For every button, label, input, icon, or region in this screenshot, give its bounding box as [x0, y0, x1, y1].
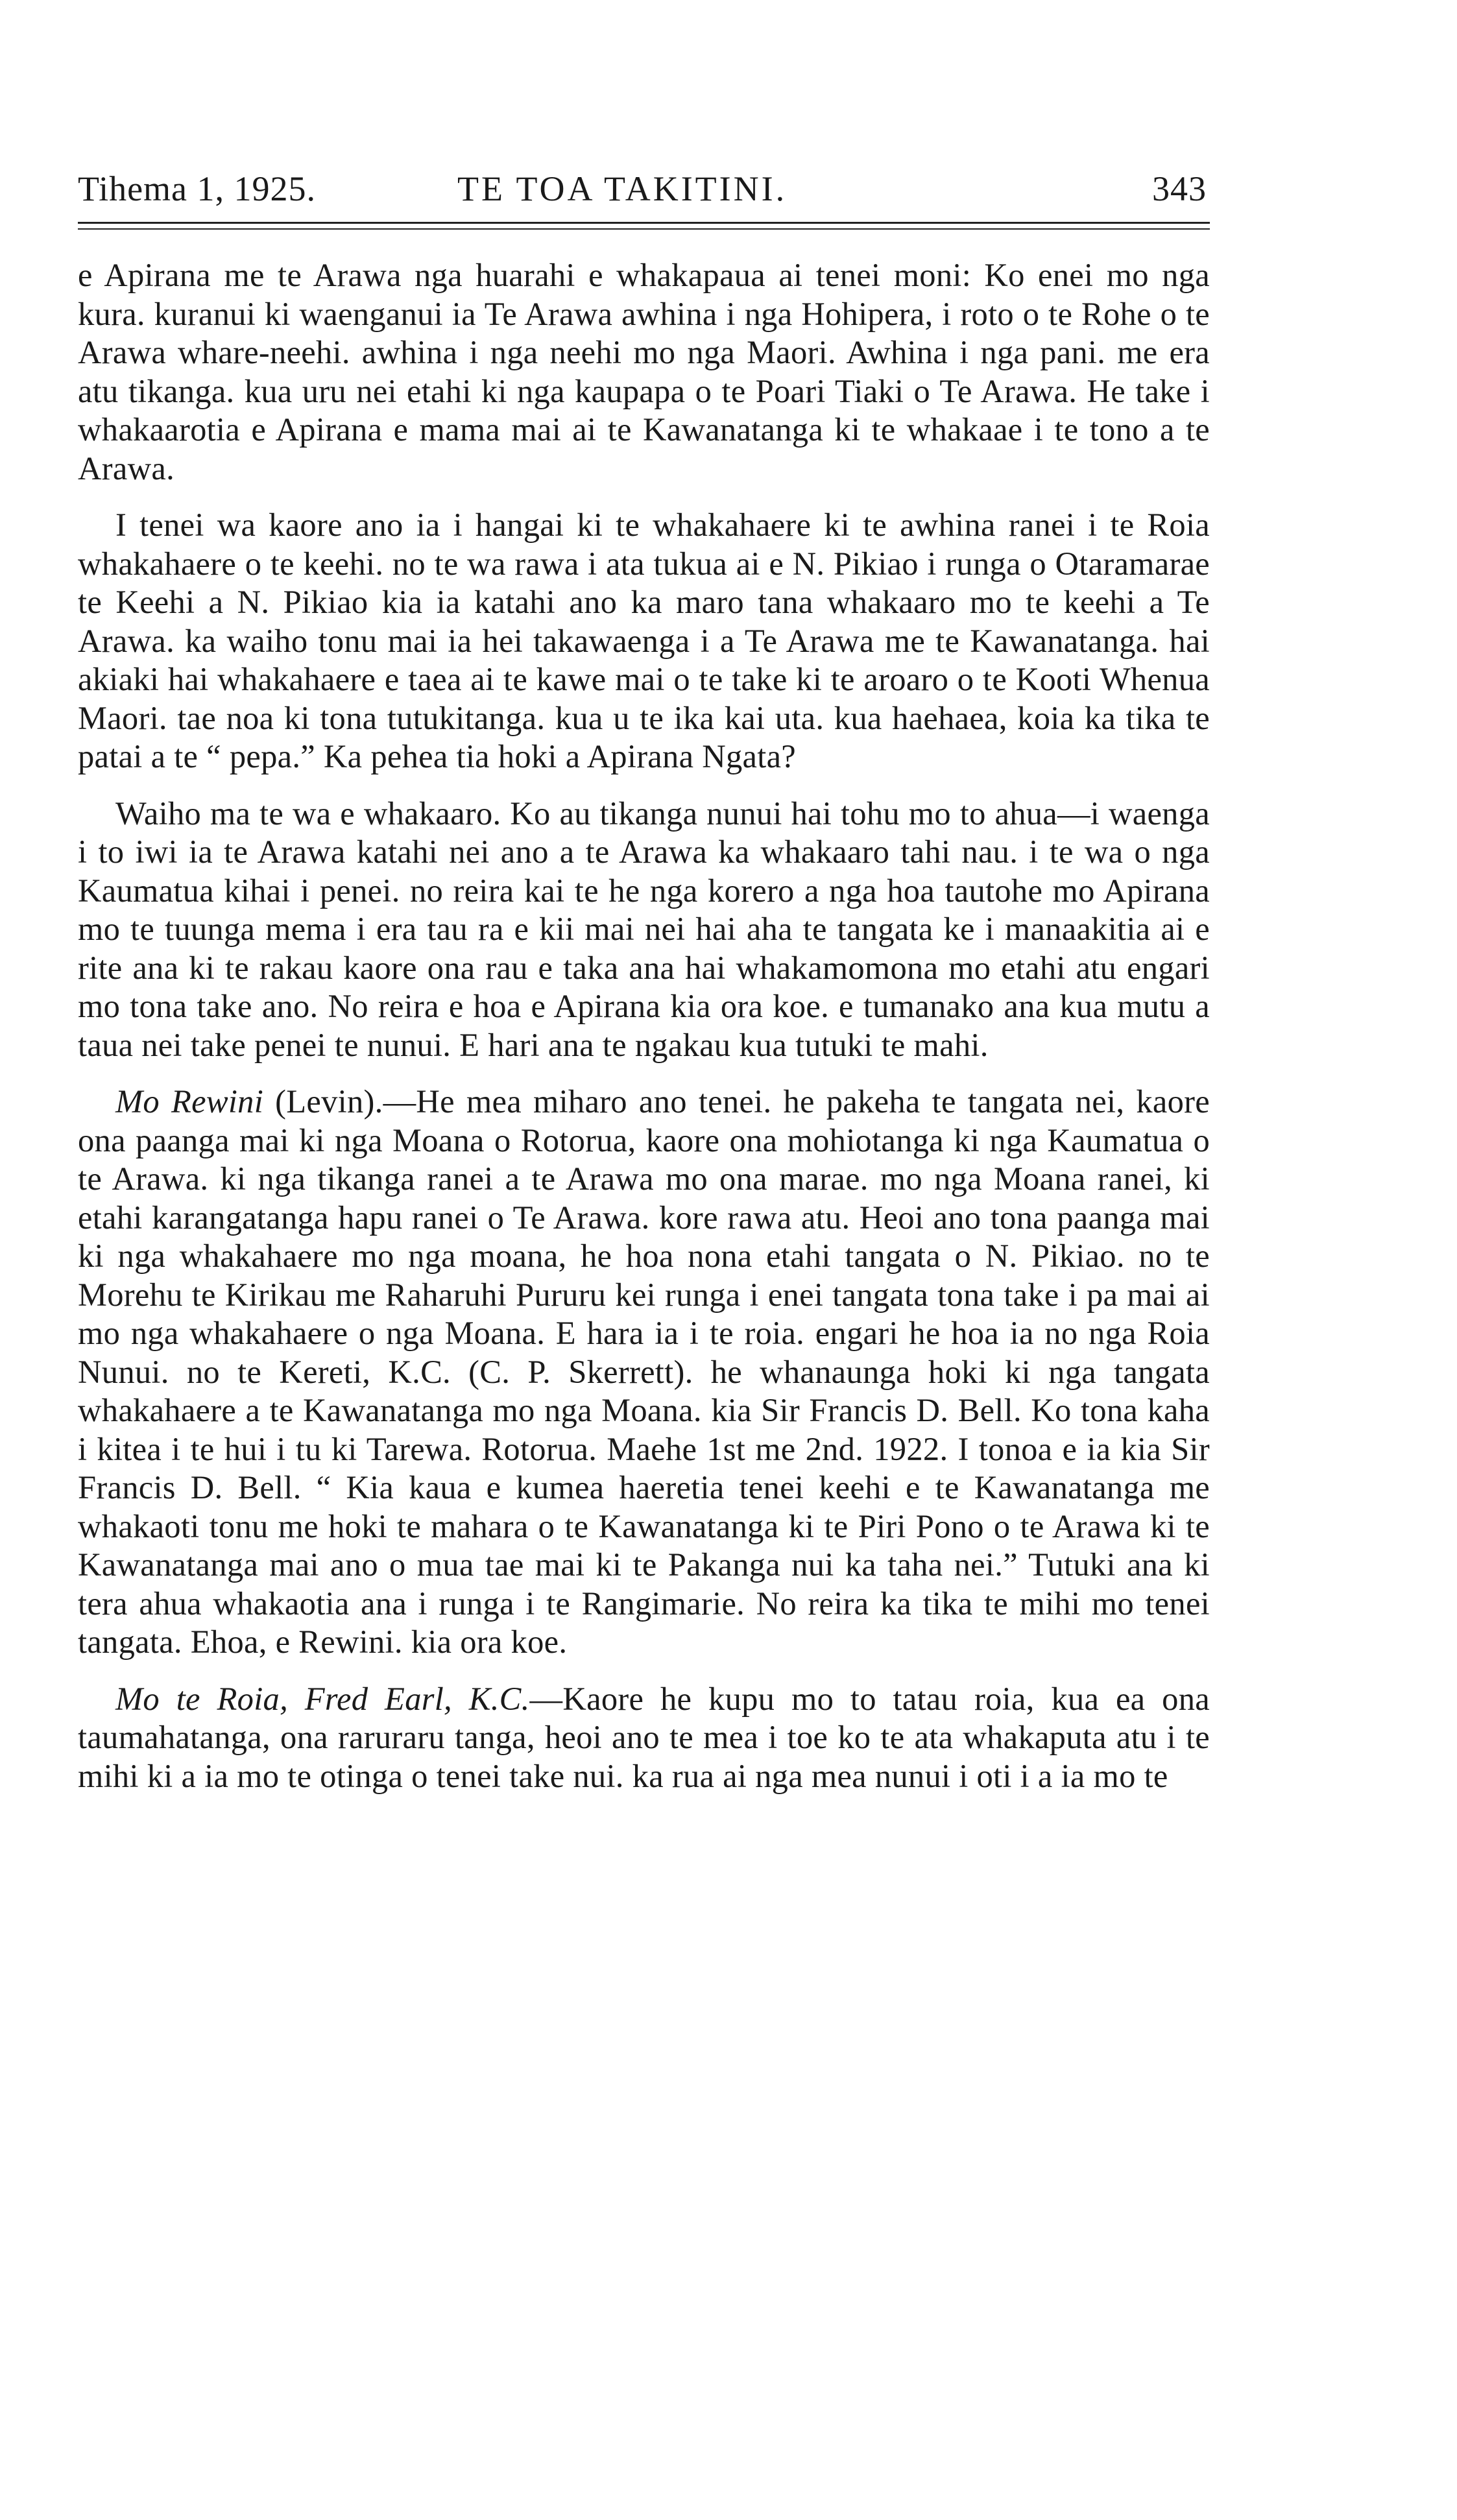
page-number: 343: [1152, 169, 1207, 208]
header-rule-top: [78, 222, 1210, 224]
paragraph-text: —Kaore he kupu mo to tatau roia, kua ea ona taumahatanga, ona raruraru tanga, heoi ano te mea i toe ko te ata whakaputa atu i te mihi ki a ia mo te otinga o tenei take nui. ka rua ai nga mea nunui i oti i a ia mo te: [78, 1680, 1210, 1794]
paragraph-lead: Mo te Roia, Fred Earl, K.C.: [115, 1680, 530, 1717]
newspaper-title: TE TOA TAKITINI.: [457, 169, 788, 208]
paragraph-text: e Apirana me te Arawa nga huarahi e whakapaua ai tenei moni: Ko enei mo nga kura. kuranui ki waenganui ia Te Arawa awhina i nga Hohipera, i roto o te Rohe o te Arawa whare-neehi. awhina i nga neehi mo nga Maori. Awhina i nga pani. me era atu tikanga. kua uru nei etahi ki nga kaupapa o te Poari Tiaki o Te Arawa. He take i whakaarotia e Apirana e mama mai ai te Kawanatanga ki te whakaae i te tono a te Arawa.: [78, 257, 1210, 486]
paragraph: [78, 1083, 1210, 1662]
running-head: [78, 169, 1207, 214]
paragraph-text: (Levin).—He mea miharo ano tenei. he pakeha te tangata nei, kaore ona paanga mai ki nga Moana o Rotorua, kaore ona mohiotanga ki nga Kaumatua o te Arawa. ki nga tikanga ranei a te Arawa mo ona marae. mo nga Moana ranei, ki etahi karangatanga hapu ranei o Te Arawa. kore rawa atu. Heoi ano tona paanga mai ki nga whakahaere mo nga moana, he hoa nona etahi tangata o N. Pikiao. no te Morehu te Kirikau me Raharuhi Pururu kei runga i enei tangata tona take i pa mai ai mo nga whakahaere o nga Moana. E hara ia i te roia. engari he hoa ia no nga Roia Nunui. no te Kereti, K.C. (C. P. Skerrett). he whanaunga hoki ki nga tangata whakahaere a te Kawanatanga mo nga Moana. kia Sir Francis D. Bell. Ko tona kaha i kitea i te hui i tu ki Tarewa. Rotorua. Maehe 1st me 2nd. 1922. I tonoa e ia kia Sir Francis D. Bell. “ Kia kaua e kumea haeretia tenei keehi e te Kawanatanga me whakaoti tonu me hoki te mahara o te Kawanatanga ki te Piri Pono o te Arawa ki te Kawanatanga mai ano o mua tae mai ki te Pakanga nui ka taha nei.” Tutuki ana ki tera ahua whakaotia ana i runga i te Rangimarie. No reira ka tika te mihi mo tenei tangata. Ehoa, e Rewini. kia ora koe.: [78, 1083, 1210, 1660]
paragraph: [78, 1680, 1210, 1796]
paragraph: [78, 506, 1210, 776]
header-rule-bottom: [78, 228, 1210, 230]
paragraph-lead: Mo Rewini: [115, 1083, 264, 1120]
issue-date: Tihema 1, 1925.: [78, 169, 317, 208]
paragraph-continued: [78, 256, 1210, 488]
paragraph-text: I tenei wa kaore ano ia i hangai ki te whakahaere ki te awhina ranei i te Roia whakahaere o te keehi. no te wa rawa i ata tukua ai e N. Pikiao i runga o Otaramarae te Keehi a N. Pikiao kia ia katahi ano ka maro tana whakaaro mo te keehi a Te Arawa. ka waiho tonu mai ia hei takawaenga i a Te Arawa me te Kawanatanga. hai akiaki hai whakahaere e taea ai te kawe mai o te take ki te aroaro o te Kooti Whenua Maori. tae noa ki tona tutukitanga. kua u te ika kai uta. kua haehaea, koia ka tika te patai a te “ pepa.” Ka pehea tia hoki a Apirana Ngata?: [78, 507, 1210, 774]
paragraph: [78, 795, 1210, 1065]
paragraph-text: Waiho ma te wa e whakaaro. Ko au tikanga nunui hai tohu mo to ahua—i waenga i to iwi ia te Arawa katahi nei ano a te Arawa ka whakaaro tahi nau. i te wa o nga Kaumatua kihai i penei. no reira kai te he nga korero a nga hoa tautohe mo Apirana mo te tuunga mema i era tau ra e kii mai nei hai aha te tangata ke i manaakitia ai e rite ana ki te rakau kaore ona rau e taka ana hai whakamomona mo etahi atu engari mo tona take ano. No reira e hoa e Apirana kia ora koe. e tumanako ana kua mutu a taua nei take penei te nunui. E hari ana te ngakau kua tutuki te mahi.: [78, 795, 1210, 1063]
article-body: [78, 256, 1210, 1795]
